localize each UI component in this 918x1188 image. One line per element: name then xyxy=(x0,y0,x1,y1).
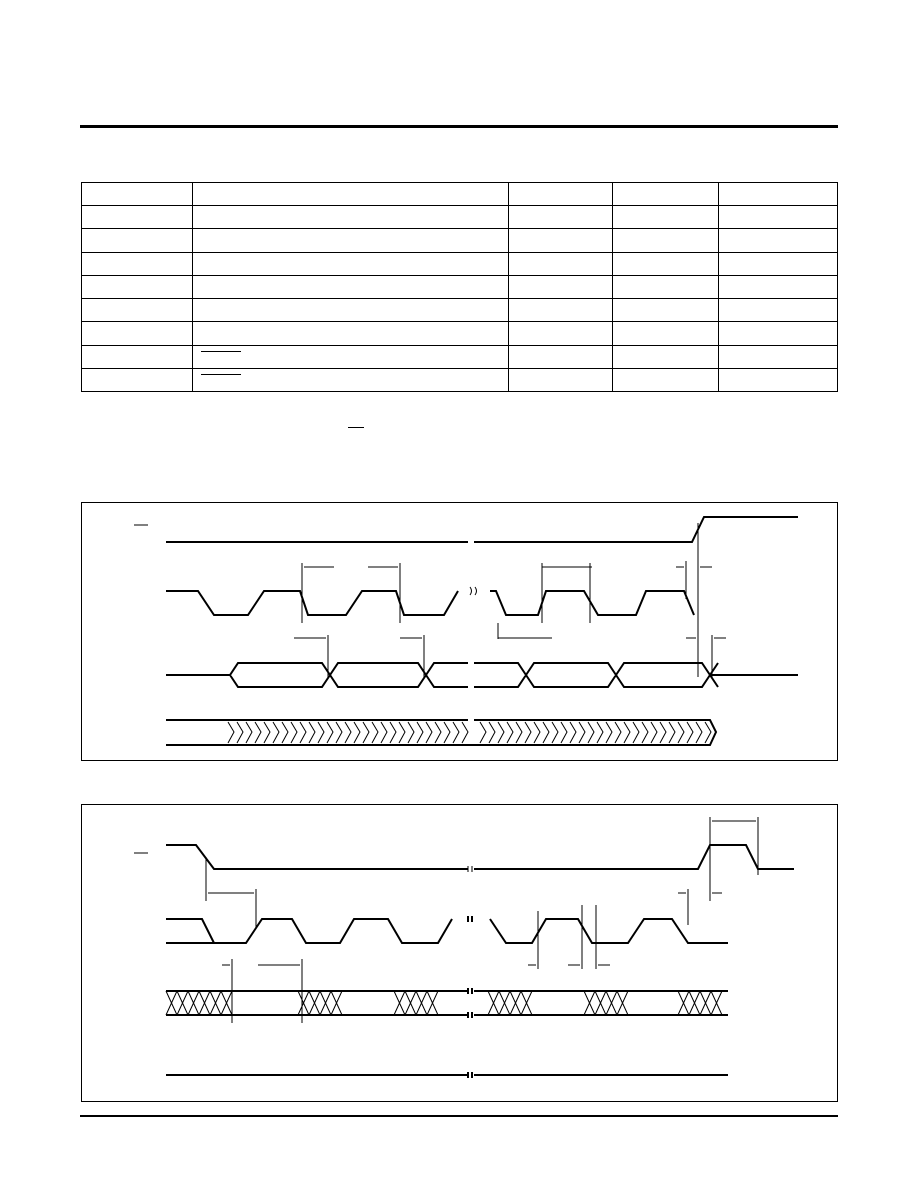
hatch-chevron xyxy=(417,722,423,743)
table-cell-parameter xyxy=(193,345,509,368)
hatch-chevron xyxy=(264,722,270,743)
data-out-crossings xyxy=(166,991,722,1015)
note-overbar xyxy=(348,427,364,428)
table-row xyxy=(82,368,838,391)
bus-crossing xyxy=(617,991,628,1015)
bus-crossing xyxy=(199,991,210,1015)
hatch-chevron xyxy=(381,722,387,743)
write-timing-waveforms xyxy=(82,503,837,760)
table-header-cell xyxy=(613,183,719,206)
bus-crossing xyxy=(331,991,342,1015)
read-timing-waveforms xyxy=(82,805,837,1101)
hatch-chevron xyxy=(507,722,513,743)
bus-crossing xyxy=(700,991,711,1015)
bus-crossing xyxy=(499,991,510,1015)
table-cell-parameter xyxy=(193,368,509,391)
table-header-row xyxy=(82,183,838,206)
footer-rule xyxy=(80,1115,838,1117)
hatch-chevron xyxy=(462,722,468,743)
bus-crossing xyxy=(221,991,232,1015)
table-cell-units xyxy=(719,368,838,391)
hatch-chevron xyxy=(642,722,648,743)
table-cell-symbol xyxy=(82,322,193,345)
cs-waveform xyxy=(166,845,794,869)
bus-crossing xyxy=(689,991,700,1015)
hatch-chevron xyxy=(624,722,630,743)
table-cell-symbol xyxy=(82,368,193,391)
table-cell-max xyxy=(613,206,719,229)
hatch-chevron xyxy=(687,722,693,743)
table-cell-min xyxy=(509,322,613,345)
table-cell-max xyxy=(613,368,719,391)
bus-crossing xyxy=(298,991,309,1015)
hatch-chevron xyxy=(327,722,333,743)
bus-crossing xyxy=(394,991,405,1015)
hatch-chevron xyxy=(408,722,414,743)
hatch-chevron xyxy=(561,722,567,743)
table-row xyxy=(82,275,838,298)
bus-crossing xyxy=(320,991,331,1015)
hatch-chevron xyxy=(273,722,279,743)
table-cell-min xyxy=(509,368,613,391)
hatch-chevron xyxy=(318,722,324,743)
bus-crossing xyxy=(188,991,199,1015)
table-cell-max xyxy=(613,275,719,298)
bus-crossing xyxy=(711,991,722,1015)
table-cell-max xyxy=(613,322,719,345)
hatch-chevron xyxy=(534,722,540,743)
header-rule xyxy=(80,125,838,128)
hatch-chevron xyxy=(435,722,441,743)
bus-crossing xyxy=(606,991,617,1015)
write-timing-diagram xyxy=(81,502,838,761)
table-cell-parameter xyxy=(193,252,509,275)
data-out-hatch xyxy=(228,722,711,743)
table-cell-symbol xyxy=(82,345,193,368)
hatch-chevron xyxy=(255,722,261,743)
hatch-chevron xyxy=(426,722,432,743)
data-in-bus xyxy=(166,663,798,687)
break-mark xyxy=(470,587,477,595)
bus-crossing xyxy=(405,991,416,1015)
table-header-cell xyxy=(509,183,613,206)
hatch-chevron xyxy=(282,722,288,743)
data-out-bus xyxy=(166,988,728,1018)
signal-overbar xyxy=(201,374,241,375)
hatch-chevron xyxy=(660,722,666,743)
clock-waveform xyxy=(166,916,728,943)
table-cell-parameter xyxy=(193,299,509,322)
table-row xyxy=(82,206,838,229)
hatch-chevron xyxy=(390,722,396,743)
table-cell-symbol xyxy=(82,252,193,275)
table-cell-min xyxy=(509,206,613,229)
table-row xyxy=(82,322,838,345)
table-cell-min xyxy=(509,229,613,252)
bus-crossing xyxy=(166,991,177,1015)
table-cell-min xyxy=(509,275,613,298)
hatch-chevron xyxy=(606,722,612,743)
table-cell-parameter xyxy=(193,206,509,229)
table-cell-parameter xyxy=(193,322,509,345)
table-cell-units xyxy=(719,275,838,298)
hatch-chevron xyxy=(300,722,306,743)
hatch-chevron xyxy=(246,722,252,743)
bus-crossing xyxy=(510,991,521,1015)
cs-waveform-path xyxy=(166,517,798,542)
table-cell-max xyxy=(613,229,719,252)
hatch-chevron xyxy=(228,722,234,743)
hatch-chevron xyxy=(516,722,522,743)
table-header-cell xyxy=(82,183,193,206)
hatch-chevron xyxy=(651,722,657,743)
table-cell-units xyxy=(719,345,838,368)
table-row xyxy=(82,345,838,368)
hatch-chevron xyxy=(237,722,243,743)
timing-markers xyxy=(294,523,726,677)
hatch-chevron xyxy=(453,722,459,743)
table-cell-parameter xyxy=(193,229,509,252)
table-cell-min xyxy=(509,345,613,368)
hatch-chevron xyxy=(444,722,450,743)
hatch-chevron xyxy=(579,722,585,743)
hatch-chevron xyxy=(570,722,576,743)
table-cell-units xyxy=(719,322,838,345)
hatch-chevron xyxy=(597,722,603,743)
hatch-chevron xyxy=(588,722,594,743)
hatch-chevron xyxy=(399,722,405,743)
bus-crossing xyxy=(488,991,499,1015)
table-cell-min xyxy=(509,252,613,275)
bus-crossing xyxy=(595,991,606,1015)
hatch-chevron xyxy=(552,722,558,743)
table-cell-symbol xyxy=(82,275,193,298)
table-header-cell xyxy=(719,183,838,206)
data-in-line xyxy=(166,1072,728,1078)
hatch-chevron xyxy=(291,722,297,743)
table-cell-min xyxy=(509,299,613,322)
table-cell-max xyxy=(613,252,719,275)
bus-crossing xyxy=(309,991,320,1015)
bus-crossing xyxy=(177,991,188,1015)
table-cell-parameter xyxy=(193,275,509,298)
table-cell-symbol xyxy=(82,229,193,252)
bus-crossing xyxy=(427,991,438,1015)
hatch-chevron xyxy=(498,722,504,743)
hatch-chevron xyxy=(354,722,360,743)
break-mark xyxy=(468,866,472,872)
ac-characteristics-table xyxy=(81,182,838,392)
table-header-cell xyxy=(193,183,509,206)
table-row xyxy=(82,299,838,322)
hatch-chevron xyxy=(336,722,342,743)
table-cell-max xyxy=(613,299,719,322)
bus-crossing xyxy=(521,991,532,1015)
table-cell-units xyxy=(719,229,838,252)
hatch-chevron xyxy=(489,722,495,743)
table-cell-units xyxy=(719,206,838,229)
hatch-chevron xyxy=(678,722,684,743)
hatch-chevron xyxy=(345,722,351,743)
bus-crossing xyxy=(678,991,689,1015)
table-row xyxy=(82,229,838,252)
table-cell-units xyxy=(719,299,838,322)
bus-crossing xyxy=(584,991,595,1015)
hatch-chevron xyxy=(372,722,378,743)
table-cell-max xyxy=(613,345,719,368)
table-cell-symbol xyxy=(82,206,193,229)
clock-waveform xyxy=(166,591,694,615)
table-cell-symbol xyxy=(82,299,193,322)
bus-crossing xyxy=(210,991,221,1015)
table-cell-units xyxy=(719,252,838,275)
hatch-chevron xyxy=(525,722,531,743)
hatch-chevron xyxy=(669,722,675,743)
hatch-chevron xyxy=(309,722,315,743)
signal-overbar xyxy=(201,351,241,352)
hatch-chevron xyxy=(705,722,711,743)
hatch-chevron xyxy=(615,722,621,743)
hatch-chevron xyxy=(480,722,486,743)
bus-crossing xyxy=(416,991,427,1015)
hatch-chevron xyxy=(543,722,549,743)
hatch-chevron xyxy=(363,722,369,743)
table-row xyxy=(82,252,838,275)
hatch-chevron xyxy=(696,722,702,743)
read-timing-diagram xyxy=(81,804,838,1102)
hatch-chevron xyxy=(633,722,639,743)
